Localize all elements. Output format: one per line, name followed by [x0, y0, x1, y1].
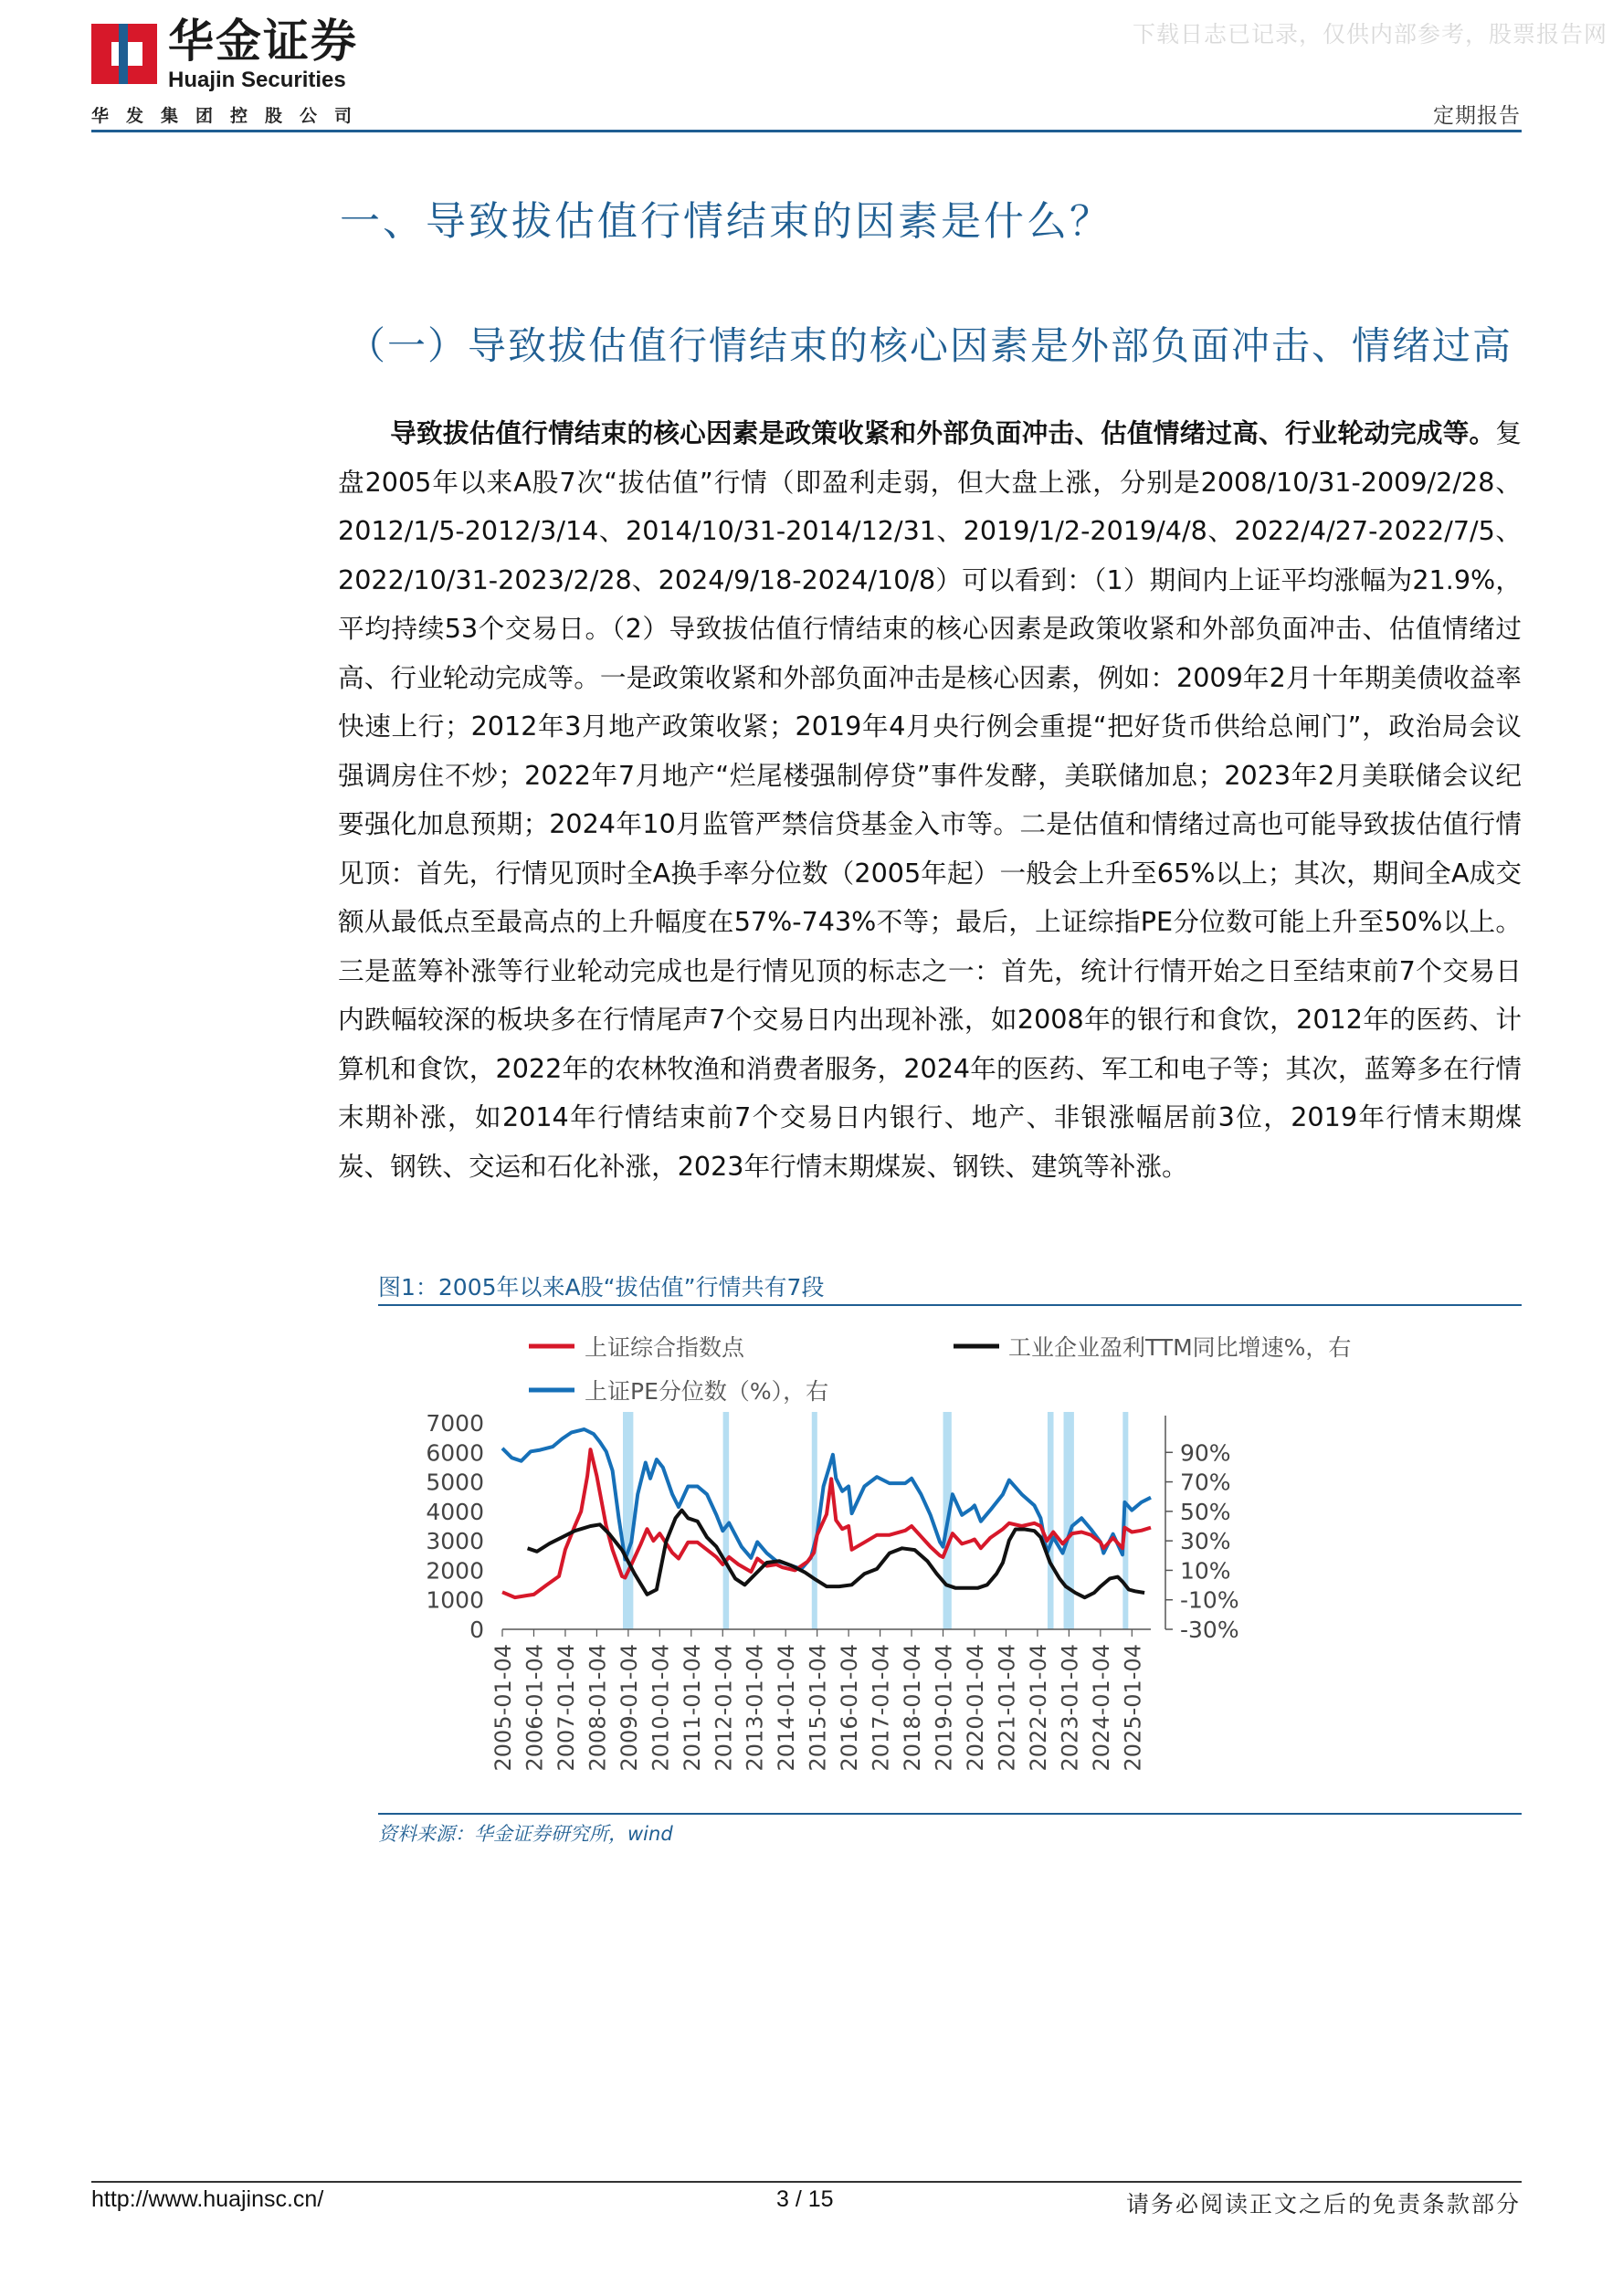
y-right-tick-label: -10% — [1180, 1586, 1239, 1614]
x-tick-label: 2011-01-04 — [679, 1644, 705, 1772]
lead-sentence: 导致拔估值行情结束的核心因素是政策收紧和外部负面冲击、估值情绪过高、行业轮动完成等。 — [390, 417, 1496, 448]
x-tick-label: 2007-01-04 — [553, 1644, 579, 1772]
x-tick-label: 2017-01-04 — [868, 1644, 894, 1772]
highlight-period-1 — [623, 1412, 633, 1629]
y-right-tick-label: 30% — [1180, 1528, 1231, 1555]
parent-group-name: 华发集团控股公司 — [91, 106, 370, 126]
x-tick-label: 2022-01-04 — [1025, 1644, 1051, 1772]
footer-url[interactable]: http://www.huajinsc.cn/ — [91, 2186, 324, 2212]
y-right-tick-label: 90% — [1180, 1439, 1231, 1467]
x-tick-label: 2016-01-04 — [837, 1644, 863, 1772]
footer-divider — [91, 2181, 1522, 2183]
highlight-period-3 — [812, 1412, 817, 1629]
figure-top-rule — [378, 1304, 1522, 1306]
figure-source: 资料来源：华金证券研究所，wind — [378, 1823, 673, 1845]
logo-chinese-name: 华金证券 — [168, 15, 358, 68]
company-logo-icon — [91, 24, 157, 84]
highlight-period-5 — [1048, 1412, 1054, 1629]
footer-disclaimer: 请务必阅读正文之后的免责条款部分 — [1125, 2191, 1521, 2217]
y-right-tick-label: 10% — [1180, 1557, 1231, 1585]
y-left-tick-label: 7000 — [426, 1410, 484, 1437]
x-tick-label: 2005-01-04 — [490, 1644, 516, 1772]
x-tick-label: 2006-01-04 — [522, 1644, 548, 1772]
x-tick-label: 2010-01-04 — [648, 1644, 674, 1772]
watermark: 下载日志已记录，仅供内部参考，股票报告网 — [1132, 21, 1607, 47]
highlight-period-6 — [1064, 1412, 1074, 1629]
x-tick-label: 2015-01-04 — [805, 1644, 831, 1772]
line-chart — [378, 1308, 1522, 1810]
legend-label-pe: 上证PE分位数（%），右 — [585, 1378, 829, 1405]
report-type-label: 定期报告 — [1433, 104, 1521, 128]
logo-blue-bar — [119, 24, 128, 84]
y-right-tick-label: 70% — [1180, 1469, 1231, 1496]
x-tick-label: 2014-01-04 — [774, 1644, 800, 1772]
x-tick-label: 2008-01-04 — [585, 1644, 611, 1772]
y-left-tick-label: 2000 — [426, 1557, 484, 1585]
legend-label-index: 上证综合指数点 — [585, 1334, 745, 1361]
section-heading-1: 一、导致拔估值行情结束的因素是什么？ — [340, 198, 1112, 245]
body-paragraph — [338, 409, 1522, 1191]
y-left-tick-label: 6000 — [426, 1439, 484, 1467]
highlight-period-2 — [723, 1412, 730, 1629]
y-right-tick-label: -30% — [1180, 1617, 1239, 1643]
legend-label-profit: 工业企业盈利TTM同比增速%，右 — [1008, 1334, 1352, 1361]
y-left-tick-label: 4000 — [426, 1498, 484, 1525]
section-heading-2: （一）导致拔估值行情结束的核心因素是外部负面冲击、情绪过高 — [347, 323, 1513, 368]
x-tick-label: 2009-01-04 — [616, 1644, 642, 1772]
y-left-tick-label: 0 — [469, 1617, 484, 1643]
header-divider — [91, 130, 1522, 132]
figure-bottom-rule — [378, 1813, 1522, 1815]
figure-caption: 图1：2005年以来A股“拔估值”行情共有7段 — [378, 1274, 825, 1301]
x-tick-label: 2020-01-04 — [962, 1644, 988, 1772]
x-tick-label: 2025-01-04 — [1120, 1644, 1146, 1772]
x-tick-label: 2021-01-04 — [994, 1644, 1020, 1772]
chart-legend — [529, 1334, 1351, 1405]
logo-english-name: Huajin Securities — [168, 68, 346, 92]
x-tick-label: 2024-01-04 — [1088, 1644, 1114, 1772]
x-tick-labels — [490, 1629, 1145, 1771]
x-tick-label: 2013-01-04 — [742, 1644, 768, 1772]
chart-axes — [426, 1410, 1238, 1643]
body-text: 复盘2005年以来A股7次“拔估值”行情（即盈利走弱，但大盘上涨，分别是2008/10/31-2009/2/28、2012/1/5-2012/3/14、2014/10/31-2014/12/31、2019/1/2-2019/4/8、2022/4/27-2022/7/5、2022/10/31-2023/2/28、2024/9/18-2024/10/8）可以看到：（1）期间内上证平均涨幅为21.9%，平均持续53个交易日。（2）导致拔估值行情结束的核心因素是政策收紧和外部负面冲击、估值情绪过高、行业轮动完成等。一是政策收紧和外部负面冲击是核心因素，例如：2009年2月十年期美债收益率快速上行；2012年3月地产政策收紧；2019年4月央行例会重提“把好货币供给总闸门”，政治局会议强调房住不炒；2022年7月地产“烂尾楼强制停贷”事件发酵，美联储加息；2023年2月美联储会议纪要强化加息预期；2024年10月监管严禁信贷基金入市等。二是估值和情绪过高也可能导致拔估值行情见顶：首先，行情见顶时全A换手率分位数（2005年起）一般会上升至65%以上；其次，期间全A成交额从最低点至最高点的上升幅度在57%-743%不等；最后，上证综指PE分位数可能上升至50%以上。三是蓝筹补涨等行业轮动完成也是行情见顶的标志之一：首先，统计行情开始之日至结束前7个交易日内跌幅较深的板块多在行情尾声7个交易日内出现补涨，如2008年的银行和食饮，2012年的医药、计算机和食饮，2022年的农林牧渔和消费者服务，2024年的医药、军工和电子等；其次，蓝筹多在行情末期补涨，如2014年行情结束前7个交易日内银行、地产、非银涨幅居前3位，2019年行情末期煤炭、钢铁、交运和石化补涨，2023年行情末期煤炭、钢铁、建筑等补涨。 — [338, 417, 1522, 1182]
x-tick-label: 2018-01-04 — [900, 1644, 926, 1772]
x-tick-label: 2023-01-04 — [1057, 1644, 1083, 1772]
y-right-tick-label: 50% — [1180, 1498, 1231, 1525]
y-left-tick-label: 5000 — [426, 1469, 484, 1496]
x-tick-label: 2012-01-04 — [711, 1644, 737, 1772]
y-left-tick-label: 3000 — [426, 1528, 484, 1555]
page-number: 3 / 15 — [776, 2186, 834, 2212]
y-left-tick-label: 1000 — [426, 1586, 484, 1614]
x-tick-label: 2019-01-04 — [931, 1644, 957, 1772]
